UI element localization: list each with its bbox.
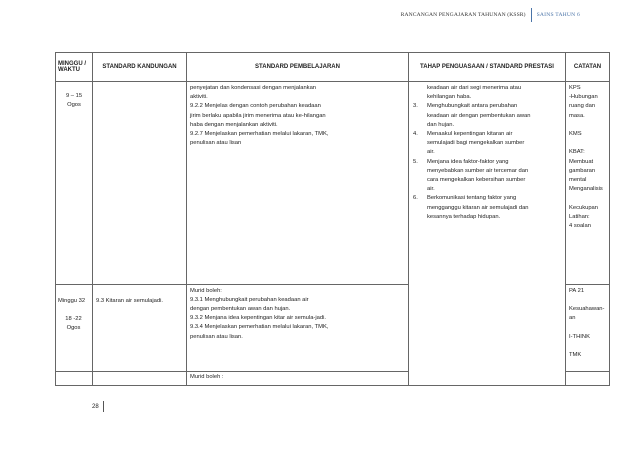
notes-line <box>569 296 606 305</box>
learning-standard-line: 9.2.7 Menjelaskan pemerhatian melalui lakaran, TMK, <box>190 131 329 138</box>
notes-line: Latihan: <box>569 213 590 220</box>
week-number: Minggu 32 <box>58 297 86 304</box>
header-divider <box>531 8 532 22</box>
learning-standard-cell <box>187 372 409 386</box>
list-item-line: Menjana idea faktor-faktor yang <box>427 158 509 165</box>
learning-standard-line: 9.3.4 Menjelaskan pemerhatian melalui lakaran, TMK, <box>190 324 329 331</box>
content-standard-cell <box>93 82 187 285</box>
content-standard-cell <box>93 284 187 372</box>
notes-line: Kecukupan <box>569 204 599 211</box>
list-item-line: air. <box>427 186 435 193</box>
list-item <box>413 194 562 222</box>
notes-line: KBAT: <box>569 149 585 156</box>
notes-line: TMK <box>569 351 582 358</box>
list-item-text <box>427 158 562 195</box>
list-item-text <box>427 130 562 158</box>
learning-standard-cell <box>187 82 409 285</box>
notes-line: -Hubungan <box>569 94 598 101</box>
notes-line: gambaran <box>569 167 596 174</box>
notes-line: I-THINK <box>569 333 590 340</box>
list-item <box>413 102 562 130</box>
notes-line: an <box>569 315 576 322</box>
page-header <box>401 7 580 23</box>
learning-standard-line: penulisan atau lisan <box>190 140 242 147</box>
list-item-line: keadaan air dengan pembentukan awan <box>427 112 531 119</box>
notes-line: masa. <box>569 112 585 119</box>
list-item-line: air. <box>427 149 435 156</box>
week-range: 9 – 15 <box>65 93 83 99</box>
notes-line: Membuat <box>569 158 594 165</box>
notes-line: mental <box>569 177 587 184</box>
learning-standard-cell <box>187 284 409 372</box>
performance-standard-cell <box>409 82 566 386</box>
notes-line: 4 soalan <box>569 223 591 230</box>
learning-standard-line: aktiviti. <box>190 94 208 101</box>
week-range: 18 -22 <box>65 315 82 322</box>
week-cell <box>56 284 93 372</box>
list-item-line: kehilangan haba. <box>427 94 472 101</box>
list-item <box>413 158 562 195</box>
learning-standard-line: 9.3.1 Menghubungkait perubahan keadaan air <box>190 296 309 303</box>
week-month: Ogos <box>66 324 81 331</box>
list-item-line: dan hujan. <box>427 121 455 128</box>
learning-standard-line: penyejatan dan kondensasi dengan menjalankan <box>190 85 317 91</box>
content-standard-text: 9.3 Kitaran air semulajadi. <box>96 297 164 304</box>
content-standard-text <box>93 82 186 86</box>
list-item-number: 6. <box>413 195 418 202</box>
list-item-line: Menghubungkait antara perubahan <box>427 103 518 110</box>
notes-cell <box>566 284 610 372</box>
list-item-text <box>427 102 562 130</box>
list-item-line: keadaan air dari segi menerima atau <box>427 85 522 91</box>
table-row <box>56 82 610 285</box>
list-item-line: cara mengekalkan kebersihan sumber <box>427 177 526 184</box>
notes-line: PA 21 <box>569 287 585 294</box>
header-week: MINGGU / WAKTU <box>56 53 93 82</box>
list-item-number: 4. <box>413 131 418 138</box>
list-item-line: kesannya terhadap hidupan. <box>427 213 501 220</box>
learning-standard-line: jirim berlaku apabila jirim menerima atau ke-hilangan <box>190 112 326 119</box>
footer-divider <box>103 401 104 412</box>
notes-line <box>569 139 606 148</box>
header-performance-standard: TAHAP PENGUASAAN / STANDARD PRESTASI <box>409 53 566 82</box>
notes-line <box>569 342 606 351</box>
list-item <box>413 84 562 102</box>
list-item-number: 3. <box>413 103 418 110</box>
notes-line: KPS <box>569 85 581 91</box>
list-item-number <box>413 84 427 102</box>
header-notes: CATATAN <box>566 53 610 82</box>
notes-line <box>569 194 606 203</box>
header-content-standard: STANDARD KANDUNGAN <box>93 53 187 82</box>
week-cell <box>56 372 93 386</box>
content-standard-cell <box>93 372 187 386</box>
list-item-text <box>427 84 562 102</box>
notes-line: KMS <box>569 131 582 138</box>
list-item-text <box>427 194 562 222</box>
notes-line: Kesuahawan- <box>569 305 605 312</box>
page-footer <box>92 401 104 412</box>
notes-line <box>569 323 606 332</box>
learning-standard-line: haba dengan menjalankan aktiviti. <box>190 121 278 128</box>
notes-line: Menganalisis <box>569 186 603 193</box>
list-item-line: Menaakul kepentingan kitaran air <box>427 131 513 138</box>
subject-title: SAINS TAHUN 6 <box>536 12 580 18</box>
notes-line <box>569 121 606 130</box>
notes-cell <box>566 82 610 285</box>
list-item-line: menyebabkan sumber air tercemar dan <box>427 167 529 174</box>
week-month: Ogos <box>67 102 81 109</box>
list-item-line: Berkomunikasi tentang faktor yang <box>427 195 517 202</box>
list-item-line: mengganggu kitaran air semulajadi dan <box>427 204 529 211</box>
table-header-row <box>56 53 610 82</box>
learning-standard-text: Murid boleh : <box>190 374 224 381</box>
learning-standard-line: Murid boleh: <box>190 287 222 294</box>
document-title: RANCANGAN PENGAJARAN TAHUNAN (KSSR) <box>400 12 526 18</box>
notes-line: ruang dan <box>569 103 596 110</box>
notes-cell <box>566 372 610 386</box>
page-number: 28 <box>92 403 99 410</box>
learning-standard-line: penulisan atau lisan. <box>190 333 243 340</box>
learning-standard-line: 9.3.2 Menjana idea kepentingan kitar air semula-jadi. <box>190 315 326 322</box>
lesson-plan-table <box>55 52 610 386</box>
list-item-line: semulajadi bagi mengekalkan sumber <box>427 140 525 147</box>
list-item <box>413 130 562 158</box>
header-learning-standard: STANDARD PEMBELAJARAN <box>187 53 409 82</box>
week-cell <box>56 82 93 285</box>
learning-standard-line: 9.2.2 Menjelas dengan contoh perubahan keadaan <box>190 103 321 110</box>
learning-standard-line: dengan pembentukan awan dan hujan. <box>190 305 291 312</box>
list-item-number: 5. <box>413 158 418 165</box>
